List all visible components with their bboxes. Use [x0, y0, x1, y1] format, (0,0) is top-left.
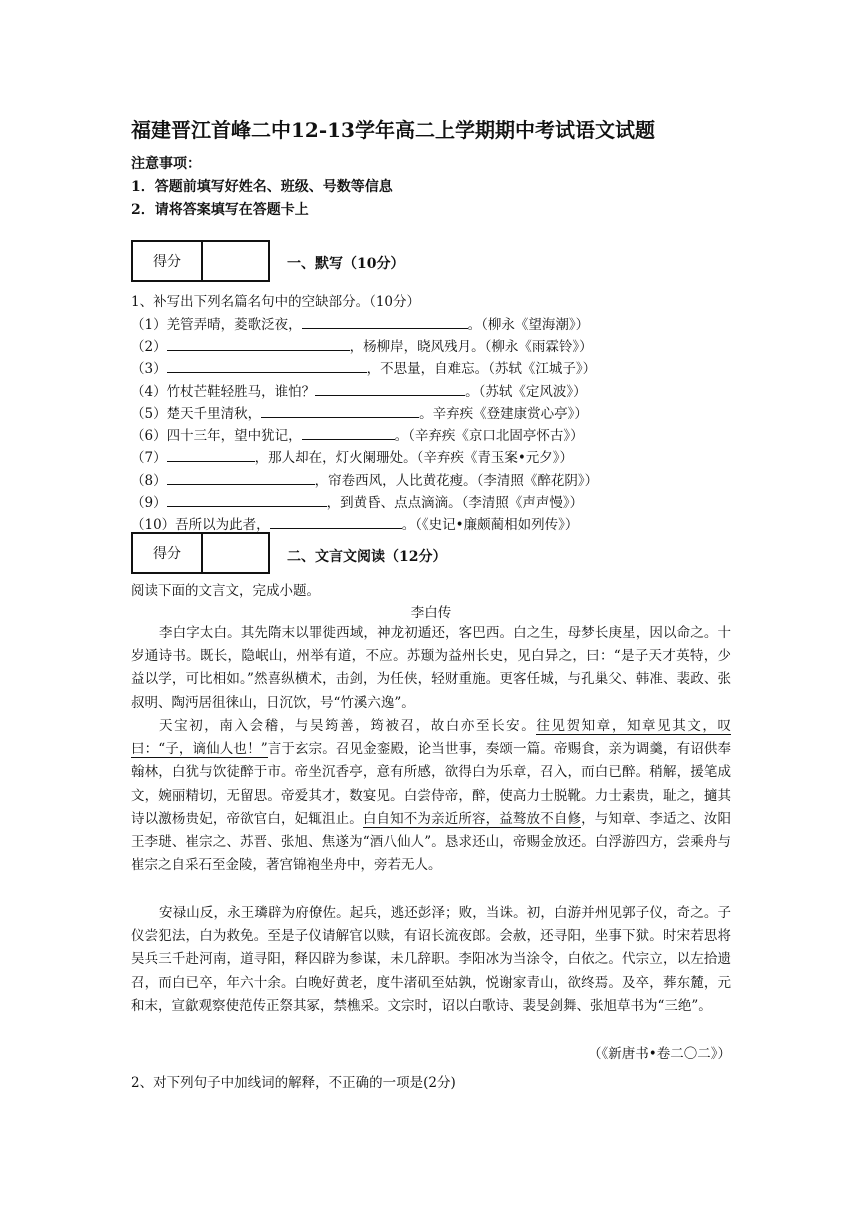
- blank: [302, 314, 468, 329]
- passage-paragraph: 李白字太白。其先隋末以罪徙西域，神龙初遁还，客巴西。白之生，母梦长庚星，因以命之。十岁通诗书。既长，隐岷山，州举有道，不应。苏颋为益州长史，见白异之，曰：“是子天才英特，少益以学，可比相如。”然喜纵横术，击剑，为任侠，轻财重施。更客任城，与孔巢父、韩准、裴政、张叔明、陶沔居徂徕山，日沉饮，号“竹溪六逸”。: [131, 625, 731, 711]
- note-item: 1．答题前填写好姓名、班级、号数等信息: [131, 179, 393, 195]
- score-label: 得分: [133, 534, 203, 572]
- fill-line: （8） ，帘卷西风，人比黄花瘦。（李清照《醉花阴》）: [131, 469, 598, 489]
- blank: [302, 425, 395, 440]
- fill-line: （2） ，杨柳岸，晓风残月。（柳永《雨霖铃》）: [131, 335, 593, 355]
- fill-line: （6）四十三年，望中犹记， 。（辛弃疾《京口北固亭怀古》）: [131, 424, 584, 444]
- blank: [270, 514, 402, 529]
- score-value-cell: [203, 534, 268, 572]
- underlined-sentence: 往见贺知章，知章见其文，叹曰：“子，谪仙人也！”: [131, 718, 732, 758]
- blank: [167, 358, 367, 373]
- score-value-cell: [203, 242, 268, 280]
- fill-line: （10）吾所以为此者， 。（《史记•廉颇蔺相如列传》）: [131, 513, 578, 533]
- score-label: 得分: [133, 242, 203, 280]
- section-heading: 一、默写（10分）: [287, 256, 405, 272]
- fill-line: （4）竹杖芒鞋轻胜马，谁怕？ 。（苏轼《定风波》）: [131, 380, 587, 400]
- blank: [167, 470, 315, 485]
- blank: [167, 447, 255, 462]
- fill-line: （5）楚天千里清秋， 。辛弃疾《登建康赏心亭》）: [131, 402, 588, 422]
- blank: [167, 336, 350, 351]
- source-citation: （《新唐书•卷二〇二》）: [588, 1046, 731, 1062]
- intro-text: 阅读下面的文言文，完成小题。: [131, 583, 320, 599]
- fill-line: （1）羌管弄晴，菱歌泛夜， 。（柳永《望海潮》）: [131, 313, 589, 333]
- fill-line: （9） ，到黄昏、点点滴滴。（李清照《声声慢》）: [131, 491, 583, 511]
- notes-heading: 注意事项：: [131, 156, 201, 172]
- note-item: 2．请将答案填写在答题卡上: [131, 202, 309, 218]
- question-text: 2、对下列句子中加线词的解释，不正确的一项是(2分): [131, 1075, 456, 1091]
- score-box: [131, 240, 270, 282]
- blank: [315, 381, 465, 396]
- passage-paragraph: 安禄山反，永王璘辟为府僚佐。起兵，逃还彭泽；败，当诛。初，白游并州见郭子仪，奇之。子仪尝犯法，白为救免。至是子仪请解官以赎，有诏长流夜郎。会赦，还寻阳，坐事下狱。时宋若思将吴兵三千赴河南，道寻阳，释囚辟为参谋，未几辞职。李阳冰为当涂令，白依之。代宗立，以左拾遗召，而白已卒，年六十余。白晚好黄老，度牛渚矶至姑孰，悦谢家青山，欲终焉。及卒，葬东麓，元和末，宣歙观察使范传正祭其冢，禁樵采。文宗时，诏以白歌诗、裴旻剑舞、张旭草书为“三绝”。: [131, 905, 731, 1014]
- underlined-sentence: 白自知不为亲近所容，益骜放不自修: [362, 810, 582, 827]
- blank: [167, 492, 327, 507]
- fill-line: （3） ，不思量，自难忘。（苏轼《江城子》）: [131, 357, 596, 377]
- page-title: 福建晋江首峰二中12-13学年高二上学期期中考试语文试题: [131, 118, 655, 142]
- fill-line: （7） ，那人却在，灯火阑珊处。（辛弃疾《青玉案•元夕》）: [131, 446, 573, 466]
- score-box: [131, 532, 270, 574]
- passage-title: 李白传: [410, 605, 452, 621]
- blank: [261, 403, 419, 418]
- question-text: 1、补写出下列名篇名句中的空缺部分。（10分）: [131, 294, 421, 310]
- passage-paragraph: 天宝初，南入会稽，与吴筠善，筠被召，故白亦至长安。往见贺知章，知章见其文，叹曰：“子，谪仙人也！”言于玄宗。召见金銮殿，论当世事，奏颂一篇。帝赐食，亲为调羹，有诏供奉翰林，白犹与饮徒醉于市。帝坐沉香亭，意有所感，欲得白为乐章，召入，而白已醉。稍解，援笔成文，婉丽精切，无留思。帝爱其才，数宴见。白尝侍帝，醉，使高力士脱靴。力士素贵，耻之，擿其诗以激杨贵妃，帝欲官白，妃辄沮止。白自知不为亲近所容，益骜放不自修，与知章、李适之、汝阳王李琎、崔宗之、苏晋、张旭、焦遂为“酒八仙人”。恳求还山，帝赐金放还。白浮游四方，尝乘舟与崔宗之自采石至金陵，著宫锦袍坐舟中，旁若无人。: [131, 718, 732, 874]
- section-heading: 二、文言文阅读（12分）: [287, 549, 447, 565]
